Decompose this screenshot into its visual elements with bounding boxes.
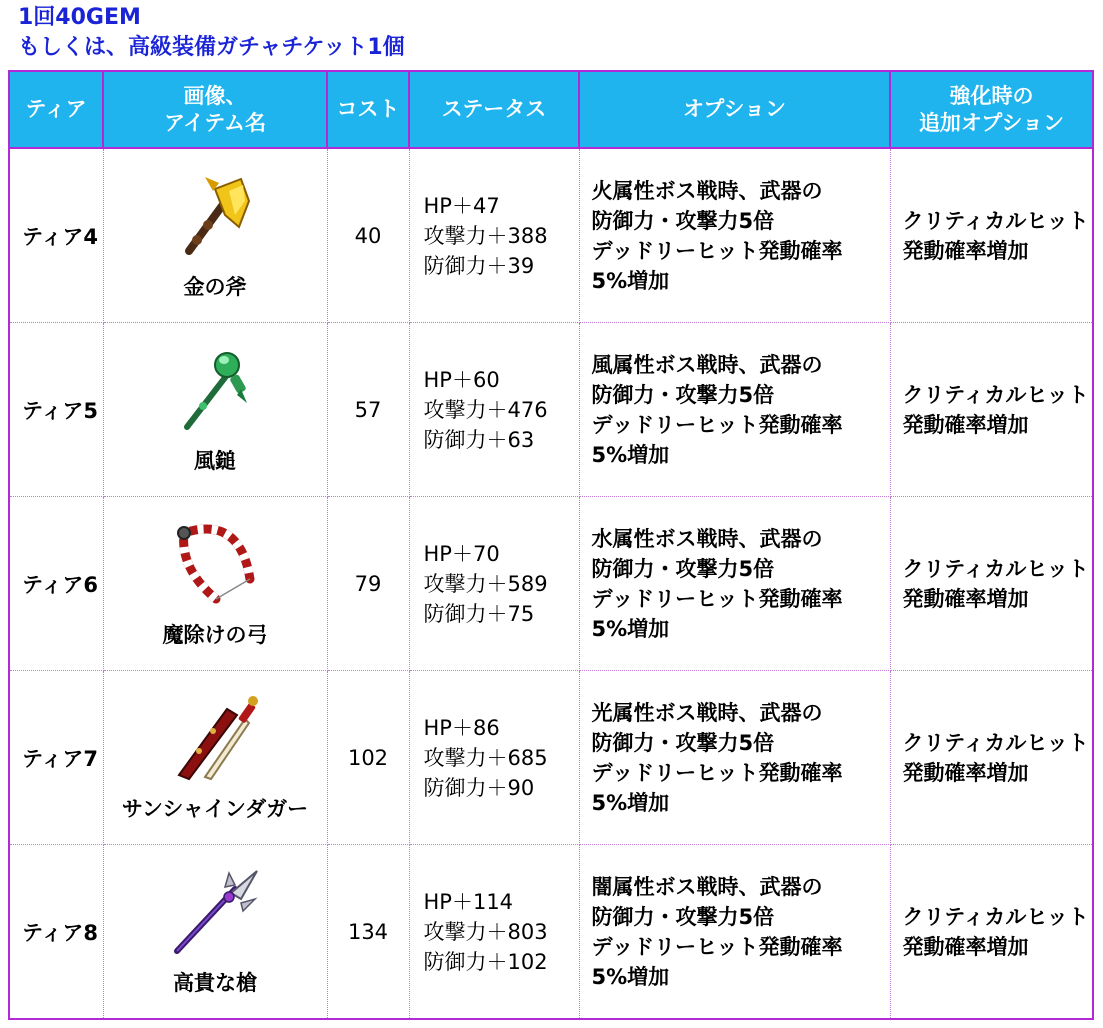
item-cell [103, 148, 327, 323]
stat-defense: 防御力＋39 [423, 253, 535, 278]
enhance-line: 発動確率増加 [902, 934, 1029, 959]
stat-hp: HP＋60 [423, 367, 500, 392]
enhance-cell [890, 323, 1093, 497]
enhance-cell [890, 671, 1093, 845]
stat-attack: 攻撃力＋803 [423, 919, 548, 944]
option-line: 5%増加 [591, 616, 670, 641]
item-cell [103, 497, 327, 671]
table-header-row [9, 71, 1093, 148]
tier-cell: ティア5 [9, 323, 103, 497]
item-name: サンシャインダガー [121, 796, 309, 821]
header-cost: コスト [327, 71, 409, 148]
table-row [9, 497, 1093, 671]
stat-hp: HP＋47 [423, 193, 500, 218]
stat-defense: 防御力＋63 [423, 427, 535, 452]
option-line: デッドリーヒット発動確率 [591, 934, 843, 959]
table-row [9, 323, 1093, 497]
option-line: デッドリーヒット発動確率 [591, 586, 843, 611]
option-line: 防御力・攻撃力5倍 [591, 208, 775, 233]
option-cell [579, 845, 890, 1020]
stat-defense: 防御力＋90 [423, 775, 535, 800]
header-item [103, 71, 327, 148]
option-line: 防御力・攻撃力5倍 [591, 904, 775, 929]
dagger-icon [165, 693, 265, 783]
option-line: 5%増加 [591, 268, 670, 293]
header-status: ステータス [409, 71, 579, 148]
option-cell [579, 671, 890, 845]
option-line: 5%増加 [591, 790, 670, 815]
item-cell [103, 671, 327, 845]
header-enhance-line1: 強化時の [949, 83, 1034, 108]
status-cell [409, 323, 579, 497]
enhance-line: クリティカルヒット [902, 904, 1089, 929]
enhance-line: 発動確率増加 [902, 760, 1029, 785]
stat-defense: 防御力＋75 [423, 601, 535, 626]
option-line: デッドリーヒット発動確率 [591, 760, 843, 785]
header-item-line1: 画像、 [183, 83, 247, 108]
status-cell [409, 845, 579, 1020]
enhance-line: クリティカルヒット [902, 556, 1089, 581]
enhance-cell [890, 148, 1093, 323]
option-line: 5%増加 [591, 442, 670, 467]
option-line: 水属性ボス戦時、武器の [591, 526, 823, 551]
table-row [9, 845, 1093, 1020]
option-line: デッドリーヒット発動確率 [591, 238, 843, 263]
status-cell [409, 148, 579, 323]
option-line: 防御力・攻撃力5倍 [591, 730, 775, 755]
enhance-line: 発動確率増加 [902, 412, 1029, 437]
stat-attack: 攻撃力＋685 [423, 745, 548, 770]
header-enhance [890, 71, 1093, 148]
enhance-line: クリティカルヒット [902, 382, 1089, 407]
tier-cell: ティア4 [9, 148, 103, 323]
option-line: デッドリーヒット発動確率 [591, 412, 843, 437]
option-line: 防御力・攻撃力5倍 [591, 556, 775, 581]
wind-mace-icon [175, 345, 255, 435]
enhance-line: クリティカルヒット [902, 730, 1089, 755]
enhance-line: クリティカルヒット [902, 208, 1089, 233]
option-line: 火属性ボス戦時、武器の [591, 178, 823, 203]
bow-icon [170, 519, 260, 609]
enhance-cell [890, 497, 1093, 671]
item-name: 魔除けの弓 [162, 622, 268, 647]
status-cell [409, 497, 579, 671]
item-cell [103, 845, 327, 1020]
cost-cell: 40 [327, 148, 409, 323]
ticket-subtitle: もしくは、高級装備ガチャチケット1個 [18, 35, 405, 60]
item-name: 高貴な槍 [173, 970, 257, 995]
header-option: オプション [579, 71, 890, 148]
option-line: 光属性ボス戦時、武器の [591, 700, 823, 725]
stat-defense: 防御力＋102 [423, 949, 548, 974]
spear-icon [165, 867, 265, 957]
option-line: 防御力・攻撃力5倍 [591, 382, 775, 407]
header-item-line2: アイテム名 [163, 110, 267, 135]
table-row [9, 148, 1093, 323]
tier-cell: ティア7 [9, 671, 103, 845]
stat-attack: 攻撃力＋476 [423, 397, 548, 422]
stat-hp: HP＋114 [423, 889, 514, 914]
cost-cell: 102 [327, 671, 409, 845]
option-line: 闇属性ボス戦時、武器の [591, 874, 823, 899]
stat-hp: HP＋70 [423, 541, 500, 566]
item-cell [103, 323, 327, 497]
cost-cell: 134 [327, 845, 409, 1020]
option-cell [579, 148, 890, 323]
golden-axe-icon [175, 171, 255, 261]
enhance-line: 発動確率増加 [902, 238, 1029, 263]
cost-cell: 57 [327, 323, 409, 497]
option-cell [579, 323, 890, 497]
tier-cell: ティア8 [9, 845, 103, 1020]
item-name: 風鎚 [194, 448, 236, 473]
header-enhance-line2: 追加オプション [918, 110, 1065, 135]
stat-attack: 攻撃力＋589 [423, 571, 548, 596]
weapon-table [8, 70, 1094, 1020]
tier-cell: ティア6 [9, 497, 103, 671]
item-name: 金の斧 [183, 274, 247, 299]
header-tier: ティア [9, 71, 103, 148]
option-line: 5%増加 [591, 964, 670, 989]
enhance-line: 発動確率増加 [902, 586, 1029, 611]
status-cell [409, 671, 579, 845]
table-row [9, 671, 1093, 845]
option-cell [579, 497, 890, 671]
cost-title: 1回40GEM [18, 5, 141, 30]
stat-hp: HP＋86 [423, 715, 500, 740]
enhance-cell [890, 845, 1093, 1020]
stat-attack: 攻撃力＋388 [423, 223, 548, 248]
cost-cell: 79 [327, 497, 409, 671]
option-line: 風属性ボス戦時、武器の [591, 352, 823, 377]
